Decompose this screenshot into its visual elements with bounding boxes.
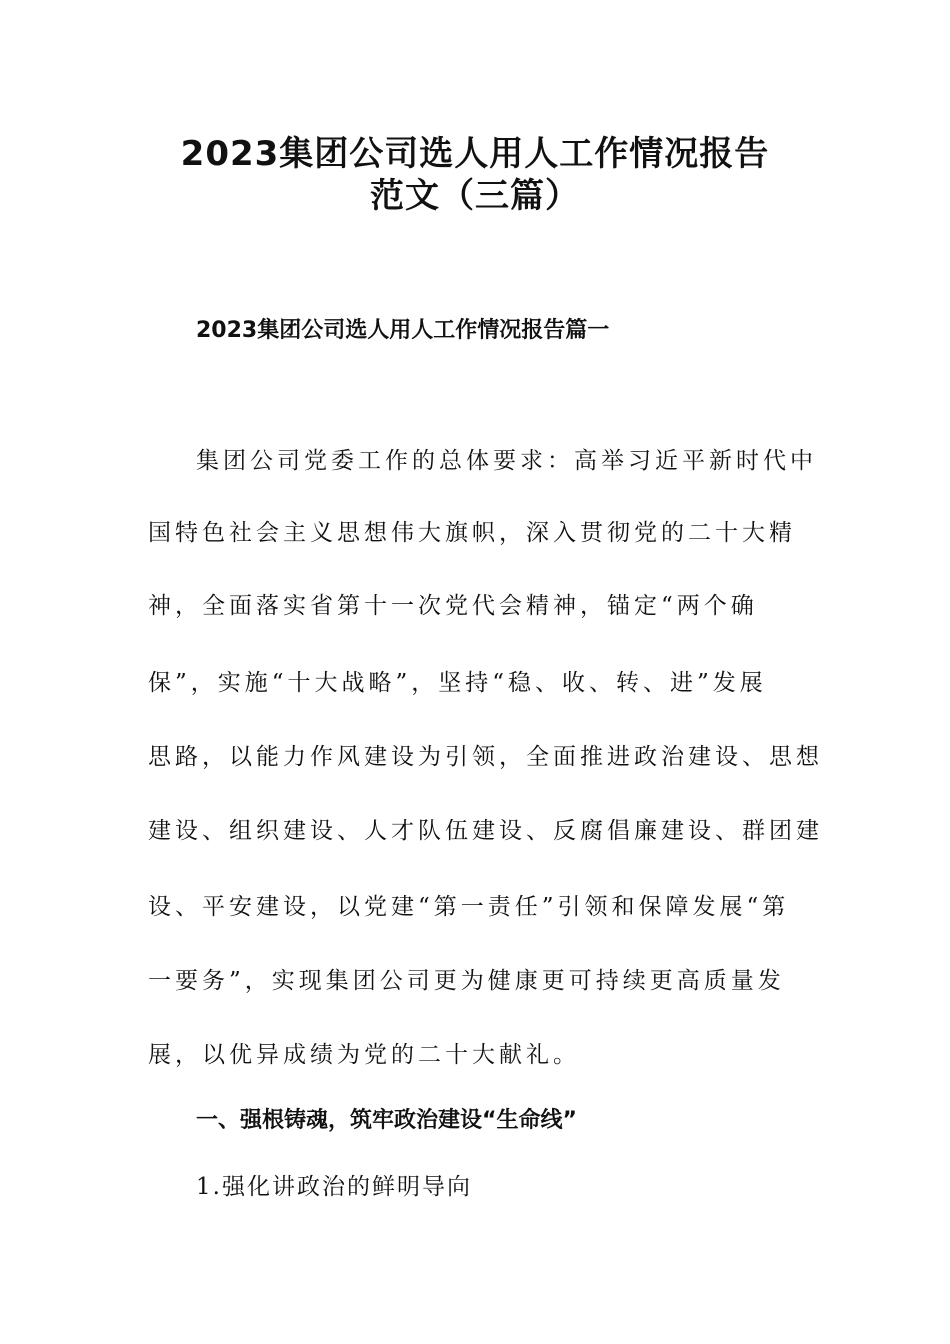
document-title-line-2: 范文（三篇） <box>370 176 580 216</box>
paragraph-line-9: 展，以优异成绩为党的二十大献礼。 <box>148 1042 580 1068</box>
document-title-line-1: 2023集团公司选人用人工作情况报告 <box>180 134 770 174</box>
paragraph-line-6: 建设、组织建设、人才队伍建设、反腐倡廉建设、群团建 <box>148 818 823 844</box>
paragraph-line-7: 设、平安建设，以党建“第一责任”引领和保障发展“第 <box>148 894 790 920</box>
section-heading-1: 一、强根铸魂，筑牢政治建设“生命线” <box>196 1108 577 1133</box>
paragraph-line-8: 一要务”，实现集团公司更为健康更可持续更高质量发 <box>148 968 785 994</box>
report-subtitle: 2023集团公司选人用人工作情况报告篇一 <box>196 318 610 343</box>
paragraph-line-5: 思路，以能力作风建设为引领，全面推进政治建设、思想 <box>148 744 823 770</box>
paragraph-line-4: 保”，实施“十大战略”，坚持“稳、收、转、进”发展 <box>148 670 767 696</box>
paragraph-line-3: 神，全面落实省第十一次党代会精神，锚定“两个确 <box>148 593 758 619</box>
subsection-item-1: 1.强化讲政治的鲜明导向 <box>196 1174 472 1200</box>
paragraph-line-2: 国特色社会主义思想伟大旗帜，深入贯彻党的二十大精 <box>148 520 796 546</box>
paragraph-line-1: 集团公司党委工作的总体要求：高举习近平新时代中 <box>196 448 817 474</box>
